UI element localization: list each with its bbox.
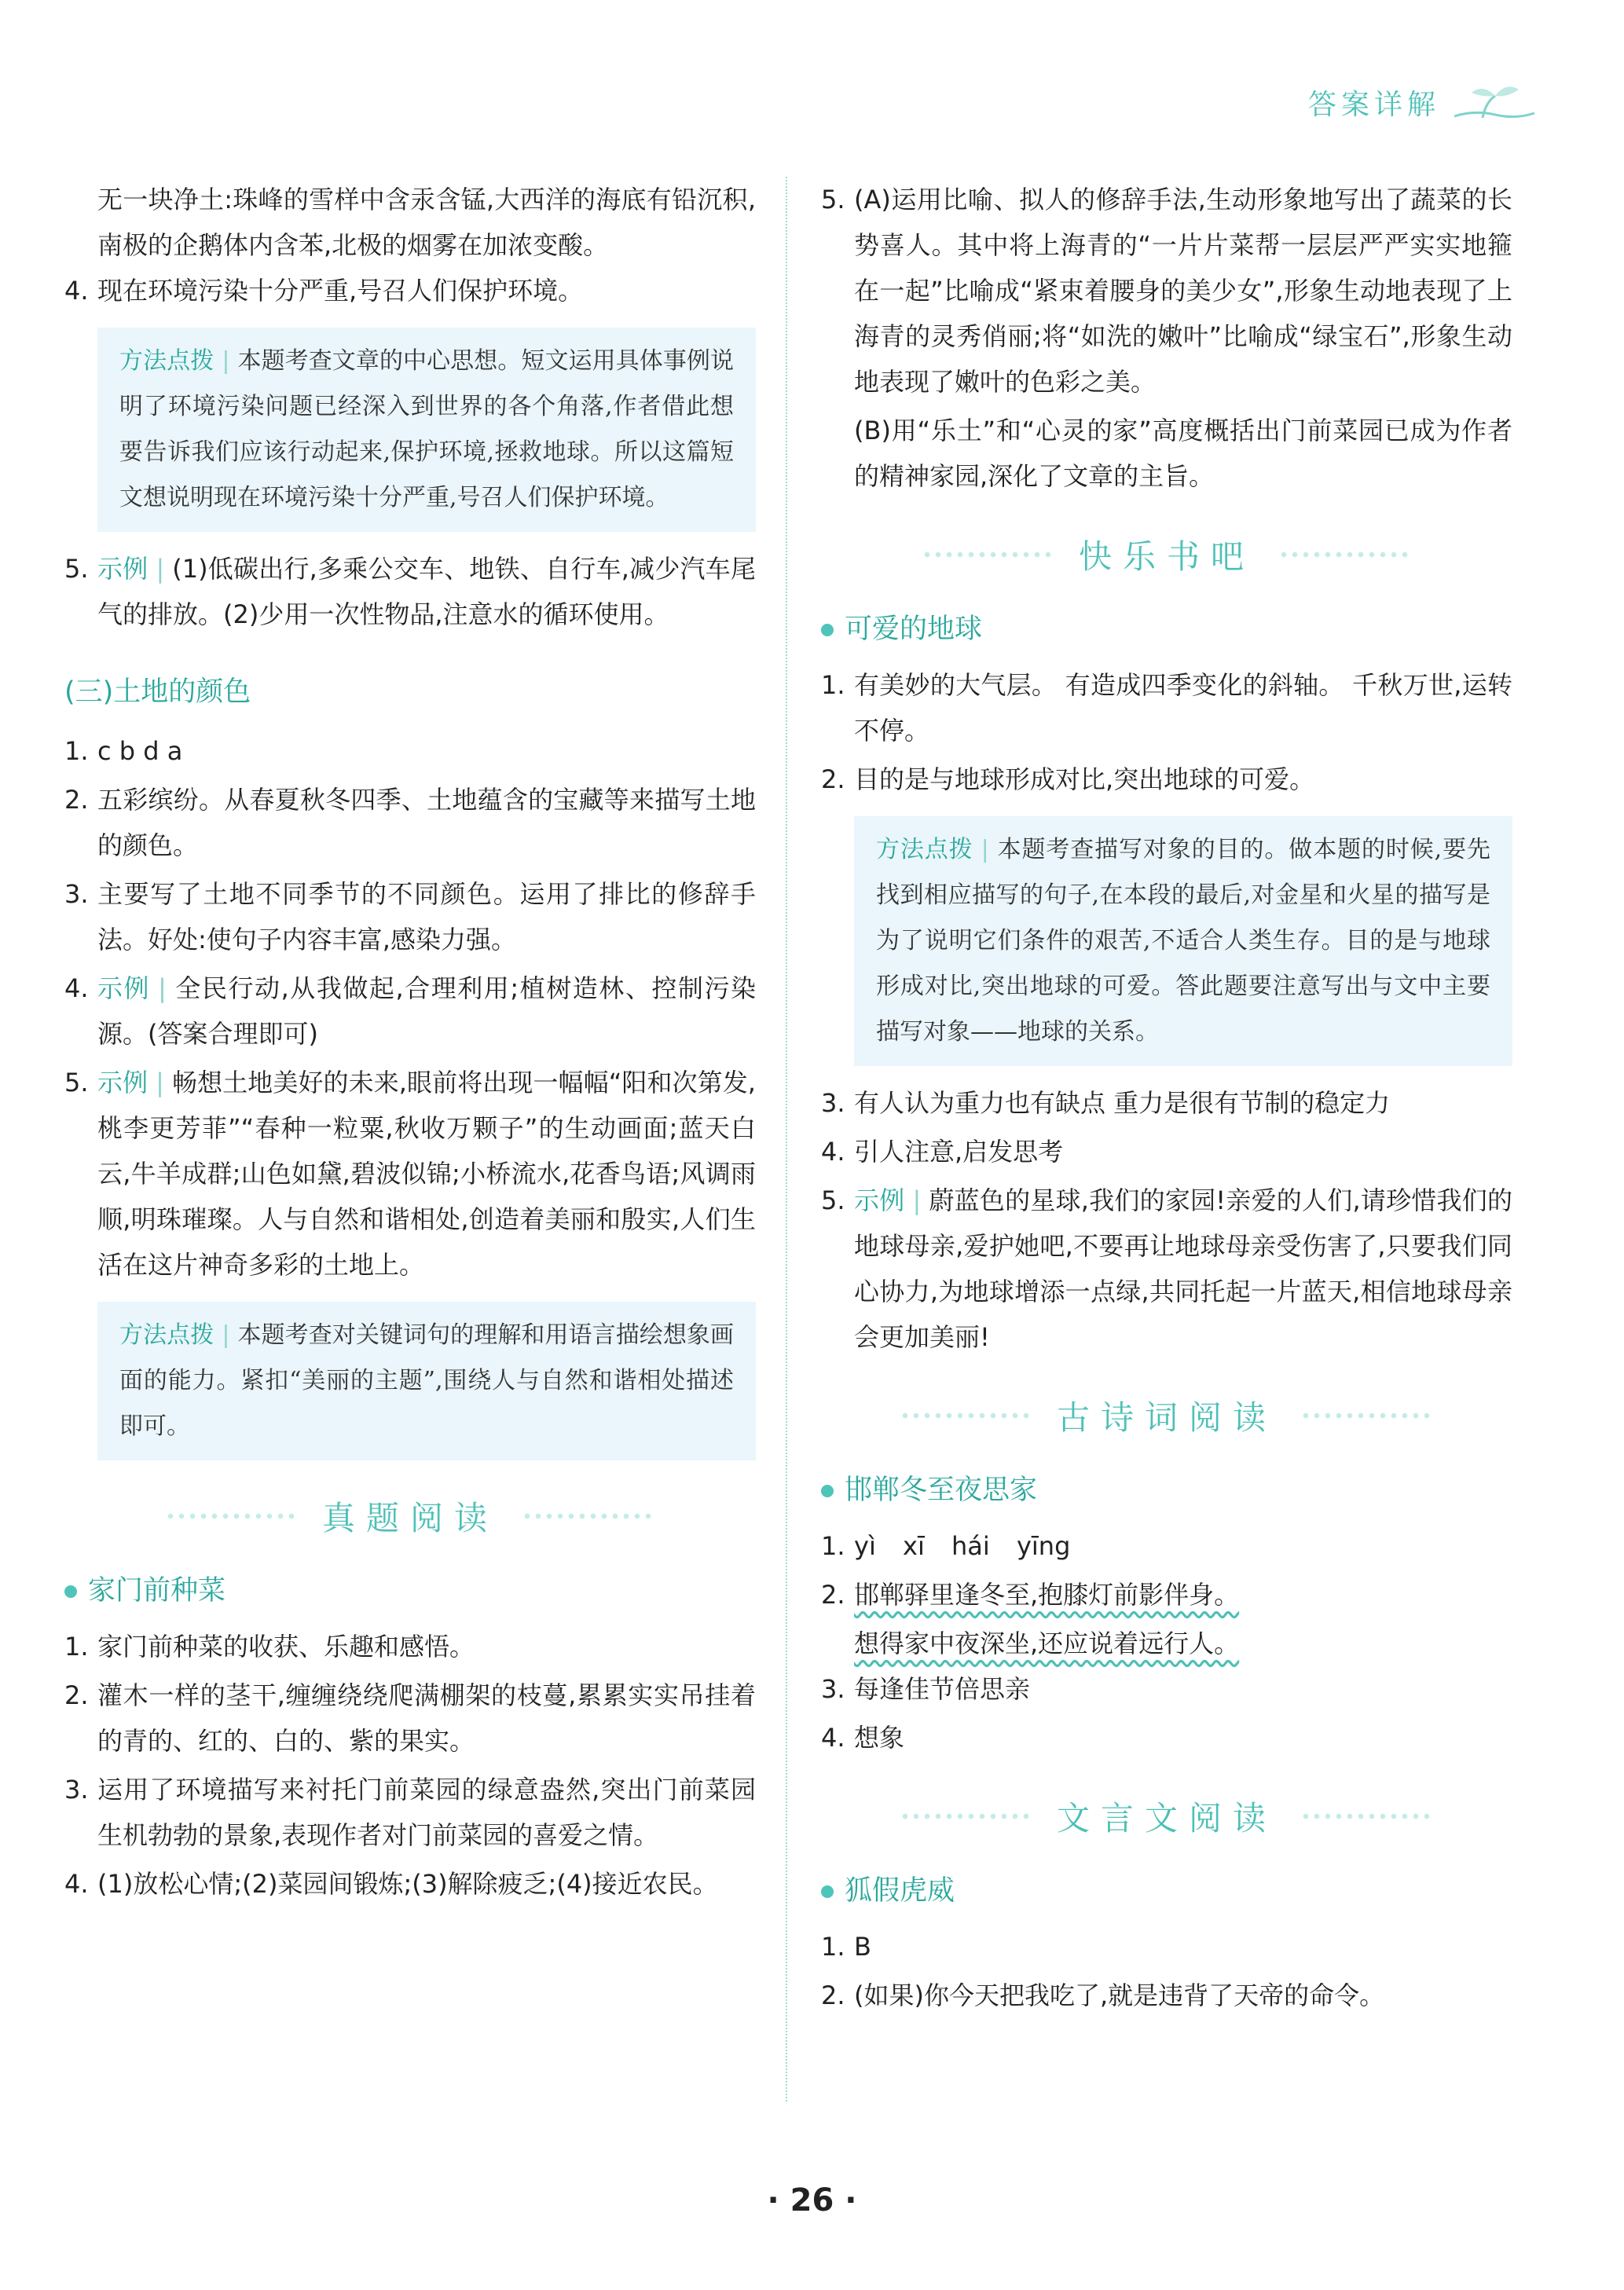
answer-item <box>64 1624 756 1669</box>
subsection-heading <box>64 1567 756 1614</box>
item-number: 2. <box>821 764 845 794</box>
answer-item <box>821 1924 1512 1969</box>
item-number: 1. <box>64 736 89 766</box>
item-text: 现在环境污染十分严重,号召人们保护环境。 <box>97 276 584 306</box>
bullet-icon <box>821 1885 834 1898</box>
method-tip: 方法点拨 | 本题考查文章的中心思想。短文运用具体事例说明了环境污染问题已经深入到世界的各个角落,作者借此想要告诉我们应该行动起来,保护环境,拯救地球。所以这篇短文想说明现在环境污染十分严重,号召人们保护环境。 <box>97 328 756 532</box>
answer-item <box>821 1080 1512 1126</box>
item-number: 1. <box>821 1531 845 1561</box>
item-text: 家门前种菜的收获、乐趣和感悟。 <box>97 1632 475 1662</box>
answer-item <box>821 1572 1512 1618</box>
section-title-text: 古诗词阅读 <box>1056 1398 1277 1437</box>
section-title <box>821 1789 1512 1844</box>
answer-item <box>64 1767 756 1858</box>
item-text: 目的是与地球形成对比,突出地球的可爱。 <box>854 764 1315 794</box>
subsection-heading <box>821 1867 1512 1914</box>
item-text: (A)运用比喻、拟人的修辞手法,生动形象地写出了蔬菜的长势喜人。其中将上海青的“一片片菜帮一层层严严实实地箍在一起”比喻成“紧束着腰身的美少女”,形象生动地表现了上海青的灵秀俏丽;将“如洗的嫩叶”比喻成“绿宝石”,形象生动地表现了嫩叶的色彩之美。 <box>854 185 1512 397</box>
tip-text: 本题考查描写对象的目的。做本题的时候,要先找到相应描写的句子,在本段的最后,对金星和火星的描写是为了说明它们条件的艰苦,不适合人类生存。目的是与地球形成对比,突出地球的可爱。答此题要注意写出与文中主要描写对象——地球的关系。 <box>876 836 1490 1046</box>
item-text: 主要写了土地不同季节的不同颜色。运用了排比的修辞手法。好处:使句子内容丰富,感染力强。 <box>97 879 756 954</box>
item-number: 2. <box>821 1580 845 1610</box>
left-column <box>64 177 756 1910</box>
section-title-text: 文言文阅读 <box>1056 1799 1277 1837</box>
intro-text: 无一块净土:珠峰的雪样中含汞含锰,大西洋的海底有铅沉积,南极的企鹅体内含苯,北极的烟雾在加浓变酸。 <box>97 185 756 260</box>
item-number: 4. <box>64 973 89 1003</box>
answer-item <box>64 268 756 313</box>
item-number: 2. <box>64 1680 89 1710</box>
item-text: (1)放松心情;(2)菜园间锻炼;(3)解除疲乏;(4)接近农民。 <box>97 1869 718 1899</box>
header-title: 答案详解 <box>1307 88 1440 121</box>
item-text: 运用了环境描写来衬托门前菜园的绿意盎然,突出门前菜园生机勃勃的景象,表现作者对门前菜园的喜爱之情。 <box>97 1775 756 1850</box>
answer-item <box>64 728 756 774</box>
tip-text: 本题考查文章的中心思想。短文运用具体事例说明了环境污染问题已经深入到世界的各个角落,作者借此想要告诉我们应该行动起来,保护环境,拯救地球。所以这篇短文想说明现在环境污染十分严重,号召人们保护环境。 <box>119 347 735 511</box>
item-number: 1. <box>821 670 845 700</box>
item-text: 引人注意,启发思考 <box>854 1137 1064 1167</box>
answer-item: 4. 示例 | 全民行动,从我做起,合理利用;植树造林、控制污染源。(答案合理即可) <box>64 965 756 1057</box>
item-continuation <box>821 1621 1512 1666</box>
subsection-heading: (三)土地的颜色 <box>64 676 251 708</box>
subsection-heading <box>821 1467 1512 1514</box>
answer-item <box>64 1861 756 1907</box>
item-number: 3. <box>821 1674 845 1704</box>
item-number: 3. <box>821 1088 845 1118</box>
answer-item: 5. 示例 | 蔚蓝色的星球,我们的家园!亲爱的人们,请珍惜我们的地球母亲,爱护她吧,不要再让地球母亲受伤害了,只要我们同心协力,为地球增添一点绿,共同托起一片蓝天,相信地球母亲会更加美丽! <box>821 1178 1512 1360</box>
answer-item <box>64 871 756 962</box>
item-text: 每逢佳节倍思亲 <box>854 1674 1031 1704</box>
method-tip: 方法点拨 | 本题考查描写对象的目的。做本题的时候,要先找到相应描写的句子,在本段的最后,对金星和火星的描写是为了说明它们条件的艰苦,不适合人类生存。目的是与地球形成对比,突出地球的可爱。答此题要注意写出与文中主要描写对象——地球的关系。 <box>854 816 1512 1066</box>
item-text: (如果)你今天把我吃了,就是违背了天帝的命令。 <box>854 1980 1385 2010</box>
answer-item <box>821 177 1512 405</box>
answer-item <box>821 1973 1512 2018</box>
tip-label: 方法点拨 <box>876 836 973 863</box>
item-text: 想象 <box>854 1723 905 1753</box>
item-number: 4. <box>64 276 89 306</box>
section-title <box>64 1489 756 1544</box>
item-number: 4. <box>821 1723 845 1753</box>
answer-item <box>821 662 1512 753</box>
example-tag: 示例 <box>97 973 151 1003</box>
bullet-icon <box>821 1485 834 1497</box>
answer-item: 5. 示例 | (1)低碳出行,多乘公交车、地铁、自行车,减少汽车尾气的排放。(2)少用一次性物品,注意水的循环使用。 <box>64 546 756 637</box>
answer-item <box>64 777 756 868</box>
pinyin-text: yì xī hái yīng <box>854 1531 1071 1561</box>
item-text: B <box>854 1932 871 1962</box>
item-text: (1)低碳出行,多乘公交车、地铁、自行车,减少汽车尾气的排放。(2)少用一次性物品,注意水的循环使用。 <box>97 554 756 629</box>
item-continuation: (B)用“乐土”和“心灵的家”高度概括出门前菜园已成为作者的精神家园,深化了文章的主旨。 <box>854 416 1512 491</box>
item-text: 有美妙的大气层。 有造成四季变化的斜轴。 千秋万世,运转不停。 <box>854 670 1512 746</box>
method-tip: 方法点拨 | 本题考查对关键词句的理解和用语言描绘想象画面的能力。紧扣“美丽的主题”,围绕人与自然和谐相处描述即可。 <box>97 1302 756 1460</box>
item-number: 1. <box>64 1632 89 1662</box>
tip-label: 方法点拨 <box>119 1321 214 1349</box>
item-text: 畅想土地美好的未来,眼前将出现一幅幅“阳和次第发,桃李更芳菲”“春种一粒粟,秋收万颗子”的生动画面;蓝天白云,牛羊成群;山色如黛,碧波似锦;小桥流水,花香鸟语;风调雨顺,明珠璀璨。人与自然和谐相处,创造着美丽和殷实,人们生活在这片神奇多彩的土地上。 <box>97 1068 756 1280</box>
item-text: 有人认为重力也有缺点 重力是很有节制的稳定力 <box>854 1088 1391 1118</box>
example-tag: 示例 <box>97 554 148 584</box>
item-text: 灌木一样的茎干,缠缠绕绕爬满棚架的枝蔓,累累实实吊挂着的青的、红的、白的、紫的果实。 <box>97 1680 756 1756</box>
item-number: 1. <box>821 1932 845 1962</box>
item-number: 5. <box>821 1185 845 1215</box>
page-header <box>1308 79 1538 126</box>
example-tag: 示例 <box>97 1068 148 1097</box>
section-title <box>821 527 1512 582</box>
section-title-text: 真题阅读 <box>321 1499 498 1537</box>
item-number: 5. <box>64 554 89 584</box>
tip-label: 方法点拨 <box>119 347 214 375</box>
answer-item <box>821 1523 1512 1569</box>
section-title <box>821 1388 1512 1443</box>
item-number: 5. <box>64 1068 89 1097</box>
tip-text: 本题考查对关键词句的理解和用语言描绘想象画面的能力。紧扣“美丽的主题”,围绕人与自然和谐相处描述即可。 <box>119 1321 735 1440</box>
right-column <box>821 177 1512 2021</box>
subsection-heading-text: 家门前种菜 <box>88 1575 226 1607</box>
subsection-heading-text: 邯郸冬至夜思家 <box>845 1475 1038 1506</box>
item-number: 2. <box>64 785 89 815</box>
item-number: 2. <box>821 1980 845 2010</box>
answer-item <box>64 1673 756 1764</box>
item-text: 全民行动,从我做起,合理利用;植树造林、控制污染源。(答案合理即可) <box>97 973 756 1049</box>
example-tag: 示例 <box>854 1185 905 1215</box>
item-number: 3. <box>64 879 89 909</box>
item-text: c b d a <box>97 736 183 766</box>
subsection-heading-text: 可爱的地球 <box>845 614 983 645</box>
poem-line: 邯郸驿里逢冬至,抱膝灯前影伴身。 <box>854 1580 1240 1610</box>
subsection-heading-text: 狐假虎威 <box>845 1875 955 1907</box>
answer-item <box>821 1129 1512 1174</box>
sprout-icon <box>1451 79 1538 126</box>
item-number: 5. <box>821 185 845 214</box>
section-title-text: 快乐书吧 <box>1078 537 1255 576</box>
item-number: 4. <box>64 1869 89 1899</box>
answer-item <box>821 757 1512 802</box>
item-number: 4. <box>821 1137 845 1167</box>
item-text: 五彩缤纷。从春夏秋冬四季、土地蕴含的宝藏等来描写土地的颜色。 <box>97 785 756 860</box>
item-number: 3. <box>64 1775 89 1805</box>
answer-item <box>821 1715 1512 1761</box>
item-text: 蔚蓝色的星球,我们的家园!亲爱的人们,请珍惜我们的地球母亲,爱护她吧,不要再让地球母亲受伤害了,只要我们同心协力,为地球增添一点绿,共同托起一片蓝天,相信地球母亲会更加美丽! <box>854 1185 1512 1352</box>
subsection-heading <box>821 606 1512 653</box>
page-number: · 26 · <box>767 2182 857 2219</box>
answer-item: 5. 示例 | 畅想土地美好的未来,眼前将出现一幅幅“阳和次第发,桃李更芳菲”“春种一粒粟,秋收万颗子”的生动画面;蓝天白云,牛羊成群;山色如黛,碧波似锦;小桥流水,花香鸟语;风调雨顺,明珠璀璨。人与自然和谐相处,创造着美丽和殷实,人们生活在这片神奇多彩的土地上。 <box>64 1060 756 1288</box>
poem-line: 想得家中夜深坐,还应说着远行人。 <box>854 1629 1240 1658</box>
bullet-icon <box>64 1585 77 1598</box>
bullet-icon <box>821 624 834 636</box>
answer-item <box>821 1666 1512 1712</box>
